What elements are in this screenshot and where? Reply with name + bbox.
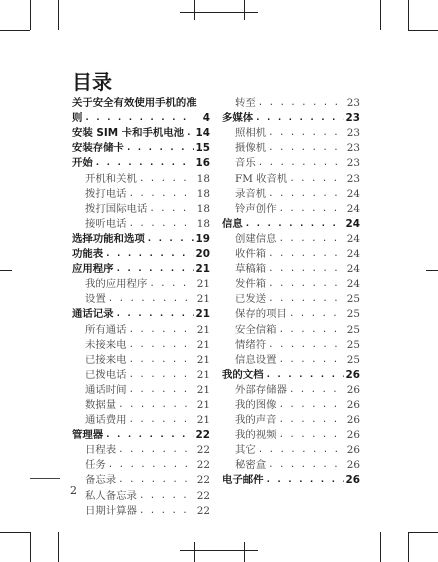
toc-entry-page: 24 — [346, 263, 360, 276]
toc-dot-leader — [268, 187, 344, 202]
toc-dot-leader — [255, 111, 343, 126]
toc-entry-page: 18 — [196, 172, 210, 185]
toc-subsection-entry — [222, 383, 360, 398]
toc-entry-page: 23 — [345, 112, 360, 125]
toc-entry-page: 26 — [346, 459, 360, 472]
toc-entry-page: 24 — [346, 187, 360, 200]
toc-dot-leader — [268, 458, 344, 473]
crop-mark-bottom-left-vertical — [30, 532, 31, 562]
toc-entry-page: 22 — [196, 489, 210, 502]
toc-entry-label: 秘密盒 — [235, 459, 267, 472]
toc-section-entry — [222, 111, 360, 126]
toc-entry-page: 25 — [346, 323, 360, 336]
toc-dot-leader — [268, 247, 344, 262]
crop-mark-top-mid1-vertical — [58, 0, 59, 30]
toc-entry-page: 4 — [202, 112, 210, 125]
toc-entry-label: 我的视频 — [235, 429, 277, 442]
toc-entry-label: 备忘录 — [85, 474, 117, 487]
toc-entry-label: 安装 SIM 卡和手机电池 — [72, 127, 185, 140]
toc-subsection-entry — [222, 292, 360, 307]
crop-mark-bottom-right-horizontal — [408, 532, 438, 533]
toc-entry-label: 未接来电 — [85, 338, 127, 351]
toc-dot-leader — [279, 353, 344, 368]
toc-entry-label: 开始 — [72, 157, 93, 170]
toc-dot-leader — [258, 443, 344, 458]
toc-subsection-entry — [72, 338, 210, 353]
toc-section-entry — [72, 96, 210, 111]
toc-subsection-entry — [222, 232, 360, 247]
toc-entry-page: 21 — [196, 353, 210, 366]
toc-section-entry — [72, 111, 210, 126]
toc-entry-label: 日期计算器 — [85, 504, 137, 517]
toc-entry-label: 所有通话 — [85, 323, 127, 336]
toc-entry-page: 21 — [196, 338, 210, 351]
toc-subsection-entry — [72, 217, 210, 232]
toc-entry-label: 草稿箱 — [235, 263, 267, 276]
crop-mark-top-right-horizontal — [408, 30, 438, 31]
toc-entry-page: 25 — [346, 293, 360, 306]
toc-entry-label: 摄像机 — [235, 142, 267, 155]
toc-subsection-entry — [72, 368, 210, 383]
toc-entry-label: 照相机 — [235, 127, 267, 140]
toc-section-entry — [72, 307, 210, 322]
toc-entry-label: 任务 — [85, 459, 106, 472]
toc-entry-label: 功能表 — [72, 248, 104, 261]
toc-entry-label: 通话记录 — [72, 308, 114, 321]
crop-mark-top-center-right — [244, 0, 245, 20]
toc-entry-page: 19 — [195, 232, 210, 245]
toc-dot-leader — [129, 323, 194, 338]
toc-entry-label: 音乐 — [235, 157, 256, 170]
toc-dot-leader — [279, 323, 344, 338]
toc-subsection-entry — [222, 156, 360, 171]
toc-dot-leader — [139, 504, 194, 519]
toc-dot-leader — [266, 368, 344, 383]
toc-subsection-entry — [72, 171, 210, 186]
crop-mark-bottom-left-horizontal — [0, 532, 30, 533]
toc-entry-page: 26 — [346, 414, 360, 427]
toc-section-entry — [222, 217, 360, 232]
toc-entry-page: 26 — [345, 368, 360, 381]
toc-dot-leader — [186, 126, 193, 141]
toc-entry-label: 发件箱 — [235, 278, 267, 291]
toc-entry-page: 24 — [346, 202, 360, 215]
toc-dot-leader — [268, 338, 344, 353]
toc-section-entry — [72, 126, 210, 141]
toc-subsection-entry — [72, 187, 210, 202]
toc-entry-page: 22 — [196, 474, 210, 487]
toc-entry-page: 25 — [346, 308, 360, 321]
toc-dot-leader — [289, 307, 344, 322]
toc-entry-label: 其它 — [235, 444, 256, 457]
toc-dot-leader — [289, 172, 344, 187]
toc-entry-page: 23 — [346, 172, 360, 185]
toc-subsection-entry — [222, 277, 360, 292]
toc-dot-leader — [258, 96, 344, 111]
toc-entry-page: 24 — [346, 278, 360, 291]
toc-subsection-entry — [222, 187, 360, 202]
toc-section-entry — [72, 141, 210, 156]
toc-entry-label: 私人备忘录 — [85, 489, 137, 502]
toc-entry-page: 18 — [196, 187, 210, 200]
toc-dot-leader — [129, 338, 194, 353]
toc-entry-label: 铃声创作 — [235, 202, 277, 215]
page-title: 目录 — [72, 70, 112, 94]
toc-dot-leader — [118, 473, 194, 488]
toc-subsection-entry — [72, 353, 210, 368]
toc-entry-page: 24 — [346, 232, 360, 245]
toc-subsection-entry — [72, 458, 210, 473]
toc-subsection-entry — [222, 322, 360, 337]
toc-dot-leader — [279, 202, 344, 217]
toc-dot-leader — [289, 383, 344, 398]
toc-dot-leader — [245, 217, 344, 232]
toc-entry-page: 21 — [196, 323, 210, 336]
toc-entry-page: 18 — [196, 217, 210, 230]
toc-dot-leader — [129, 353, 194, 368]
toc-subsection-entry — [72, 504, 210, 519]
footer-divider — [30, 478, 60, 479]
toc-entry-label: 我的声音 — [235, 414, 277, 427]
toc-subsection-entry — [222, 443, 360, 458]
toc-entry-label: 我的图像 — [235, 398, 277, 411]
toc-entry-label: 录音机 — [235, 187, 267, 200]
crop-mark-bottom-right-vertical — [408, 532, 409, 562]
crop-mark-top-center-horizontal — [180, 12, 258, 13]
toc-entry-page: 22 — [196, 459, 210, 472]
toc-dot-leader — [84, 111, 194, 126]
toc-dot-leader — [129, 187, 194, 202]
toc-dot-leader — [105, 428, 193, 443]
toc-dot-leader — [129, 383, 194, 398]
toc-entry-label: 外部存储器 — [235, 383, 287, 396]
toc-dot-leader — [129, 368, 194, 383]
toc-dot-leader — [268, 292, 344, 307]
toc-entry-label: 情绪符 — [235, 338, 267, 351]
toc-entry-label: 已接来电 — [85, 353, 127, 366]
toc-dot-leader — [118, 398, 194, 413]
toc-entry-page: 22 — [196, 444, 210, 457]
toc-entry-page: 25 — [346, 353, 360, 366]
toc-entry-label: 我的文档 — [222, 368, 264, 381]
toc-entry-label: 数据量 — [85, 398, 117, 411]
toc-left-column — [72, 96, 210, 519]
toc-entry-label: 管理器 — [72, 429, 104, 442]
toc-dot-leader — [279, 398, 344, 413]
toc-entry-page: 24 — [346, 248, 360, 261]
toc-entry-label: 日程表 — [85, 444, 117, 457]
toc-entry-page: 26 — [345, 474, 360, 487]
toc-dot-leader — [149, 202, 194, 217]
crop-mark-top-left-vertical — [30, 0, 31, 30]
crop-mark-right-mid — [426, 270, 438, 271]
toc-entry-page: 23 — [346, 142, 360, 155]
toc-subsection-entry — [222, 353, 360, 368]
toc-entry-page: 21 — [196, 293, 210, 306]
toc-entry-label: 接听电话 — [85, 217, 127, 230]
toc-subsection-entry — [72, 473, 210, 488]
toc-entry-page: 21 — [195, 263, 210, 276]
toc-entry-label: 创建信息 — [235, 232, 277, 245]
toc-subsection-entry — [72, 443, 210, 458]
toc-dot-leader — [279, 232, 344, 247]
toc-entry-page: 26 — [346, 383, 360, 396]
crop-mark-top-right-vertical — [408, 0, 409, 30]
toc-dot-leader — [139, 489, 194, 504]
toc-entry-label: 保存的项目 — [235, 308, 287, 321]
toc-entry-page: 23 — [346, 97, 360, 110]
toc-dot-leader — [268, 126, 344, 141]
toc-entry-page: 26 — [346, 429, 360, 442]
toc-subsection-entry — [222, 413, 360, 428]
toc-subsection-entry — [222, 171, 360, 186]
toc-entry-page: 23 — [346, 157, 360, 170]
toc-dot-leader — [118, 443, 194, 458]
toc-section-entry — [72, 232, 210, 247]
toc-entry-label: 应用程序 — [72, 263, 114, 276]
toc-entry-label: 已发送 — [235, 293, 267, 306]
toc-section-entry — [222, 473, 360, 488]
toc-subsection-entry — [222, 307, 360, 322]
crop-mark-top-left-horizontal — [0, 30, 30, 31]
toc-subsection-entry — [222, 398, 360, 413]
page-number: 2 — [70, 484, 77, 497]
toc-subsection-entry — [72, 383, 210, 398]
toc-subsection-entry — [72, 413, 210, 428]
toc-dot-leader — [258, 156, 344, 171]
toc-entry-label: 安全信箱 — [235, 323, 277, 336]
toc-entry-label: FM 收音机 — [235, 172, 288, 185]
toc-dot-leader — [139, 172, 194, 187]
toc-entry-page: 16 — [195, 157, 210, 170]
toc-entry-label: 收件箱 — [235, 248, 267, 261]
toc-entry-page: 24 — [345, 217, 360, 230]
toc-entry-page: 26 — [346, 444, 360, 457]
toc-dot-leader — [268, 262, 344, 277]
crop-mark-bottom-mid1-vertical — [58, 532, 59, 562]
toc-dot-leader — [268, 141, 344, 156]
toc-subsection-entry — [222, 338, 360, 353]
crop-mark-bottom-center-left — [194, 542, 195, 562]
toc-entry-label: 信息 — [222, 217, 243, 230]
crop-mark-bottom-center-horizontal — [180, 550, 258, 551]
toc-entry-label: 关于安全有效使用手机的准 — [72, 97, 197, 110]
toc-subsection-entry — [72, 202, 210, 217]
toc-entry-page: 18 — [196, 202, 210, 215]
toc-entry-label: 拨打国际电话 — [85, 202, 148, 215]
toc-section-entry — [72, 156, 210, 171]
toc-subsection-entry — [222, 428, 360, 443]
toc-entry-page: 21 — [196, 398, 210, 411]
toc-dot-leader — [129, 217, 194, 232]
toc-entry-page: 15 — [195, 142, 210, 155]
toc-subsection-entry — [72, 322, 210, 337]
toc-entry-page: 22 — [196, 504, 210, 517]
toc-entry-label: 多媒体 — [222, 112, 254, 125]
toc-entry-page: 23 — [346, 127, 360, 140]
toc-subsection-entry — [72, 488, 210, 503]
toc-entry-label: 我的应用程序 — [85, 278, 148, 291]
toc-subsection-entry — [222, 96, 360, 111]
toc-dot-leader — [95, 156, 194, 171]
toc-dot-leader — [129, 413, 194, 428]
toc-dot-leader — [126, 141, 194, 156]
toc-subsection-entry — [72, 277, 210, 292]
toc-subsection-entry — [222, 126, 360, 141]
toc-right-column — [222, 96, 360, 488]
toc-subsection-entry — [72, 398, 210, 413]
toc-entry-page: 22 — [195, 429, 210, 442]
toc-dot-leader — [105, 247, 193, 262]
toc-entry-page: 21 — [196, 368, 210, 381]
toc-dot-leader — [116, 307, 194, 322]
toc-dot-leader — [108, 458, 194, 473]
toc-dot-leader — [266, 473, 344, 488]
toc-entry-page: 26 — [346, 398, 360, 411]
toc-entry-label: 则 — [72, 112, 83, 125]
toc-subsection-entry — [222, 141, 360, 156]
toc-dot-leader — [279, 428, 344, 443]
toc-entry-label: 设置 — [85, 293, 106, 306]
crop-mark-top-mid2-vertical — [380, 0, 381, 30]
toc-subsection-entry — [222, 262, 360, 277]
toc-entry-label: 开机和关机 — [85, 172, 137, 185]
toc-subsection-entry — [222, 202, 360, 217]
toc-entry-label: 选择功能和选项 — [72, 232, 145, 245]
toc-entry-page: 25 — [346, 338, 360, 351]
toc-section-entry — [72, 428, 210, 443]
toc-entry-page: 14 — [195, 127, 210, 140]
crop-mark-bottom-mid2-vertical — [380, 532, 381, 562]
toc-entry-label: 通话费用 — [85, 414, 127, 427]
crop-mark-top-center-left — [194, 0, 195, 20]
toc-dot-leader — [279, 413, 344, 428]
toc-entry-label: 信息设置 — [235, 353, 277, 366]
toc-subsection-entry — [72, 292, 210, 307]
toc-entry-page: 21 — [196, 383, 210, 396]
toc-entry-page: 20 — [195, 248, 210, 261]
toc-entry-label: 电子邮件 — [222, 474, 264, 487]
crop-mark-left-mid — [0, 270, 12, 271]
toc-subsection-entry — [222, 247, 360, 262]
toc-subsection-entry — [222, 458, 360, 473]
toc-entry-label: 安装存储卡 — [72, 142, 124, 155]
toc-entry-label: 拨打电话 — [85, 187, 127, 200]
toc-section-entry — [72, 262, 210, 277]
toc-entry-page: 21 — [195, 308, 210, 321]
toc-dot-leader — [116, 262, 194, 277]
toc-dot-leader — [149, 277, 194, 292]
toc-entry-label: 已拨电话 — [85, 368, 127, 381]
toc-dot-leader — [147, 232, 194, 247]
crop-mark-bottom-center-right — [244, 542, 245, 562]
toc-entry-page: 21 — [196, 278, 210, 291]
toc-entry-label: 转至 — [235, 97, 256, 110]
toc-section-entry — [72, 247, 210, 262]
toc-section-entry — [222, 368, 360, 383]
toc-entry-label: 通话时间 — [85, 383, 127, 396]
toc-dot-leader — [268, 277, 344, 292]
toc-dot-leader — [108, 292, 194, 307]
toc-entry-page: 21 — [196, 414, 210, 427]
